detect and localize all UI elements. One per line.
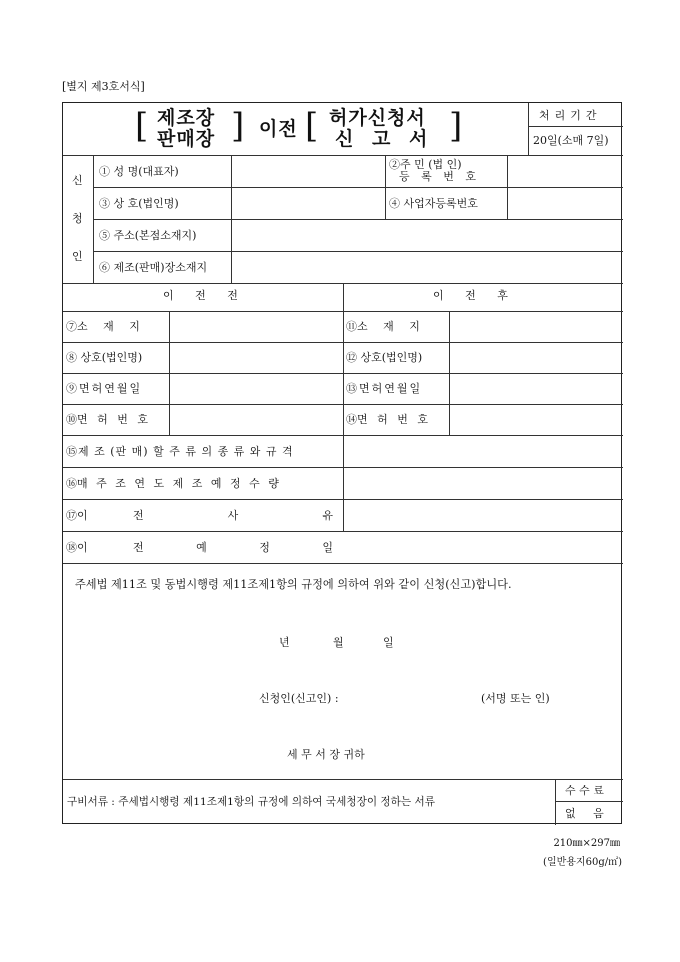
date-day: 일 xyxy=(383,636,394,649)
title-bracket-open: [ xyxy=(135,106,149,146)
applicant-side-char-3: 인 xyxy=(72,250,83,263)
applicant-side-char-2: 청 xyxy=(72,212,83,225)
processing-period-value: 20일(소매 7일) xyxy=(533,134,609,147)
before-license-no-label: ⑩면 허 번 호 xyxy=(66,413,148,426)
transfer-date-num: ⑱이 xyxy=(66,541,88,554)
annual-volume-label: ⑯매 주 조 연 도 제 조 예 정 수 량 xyxy=(66,477,279,490)
title-right-top: 허가신청서 xyxy=(329,107,426,129)
date-year: 년 xyxy=(279,636,290,649)
before-header: 이 전 전 xyxy=(163,289,238,302)
transfer-date-label: 전 예 정 일 xyxy=(133,541,333,554)
after-license-date-label: ⑬면허연월일 xyxy=(346,382,423,395)
field-address-label: ⑤ 주소(본점소재지) xyxy=(99,229,197,242)
field-resident-no-label-bottom: 등 록 번 호 xyxy=(399,170,480,183)
title-middle: 이전 xyxy=(259,118,298,140)
paper-type: (일반용지60g/㎡) xyxy=(543,857,622,868)
title-left-bottom: 판매장 xyxy=(157,128,216,150)
before-license-date-label: ⑨면허연월일 xyxy=(66,382,143,395)
paper-size: 210㎜×297㎜ xyxy=(553,838,620,849)
form-number-label: [별지 제3호서식] xyxy=(62,80,145,93)
after-license-no-label: ⑭면 허 번 호 xyxy=(346,413,428,426)
addressee: 세 무 서 장 귀하 xyxy=(287,748,365,761)
after-trade-name-label: ⑫ 상호(법인명) xyxy=(346,351,423,364)
liquor-types-label: ⑮제 조 (판 매) 할 주 류 의 종 류 와 규 격 xyxy=(66,445,294,458)
fee-label: 수 수 료 xyxy=(565,784,604,797)
application-form xyxy=(62,102,622,824)
applicant-signer-label: 신청인(신고인) : xyxy=(259,692,339,705)
required-documents: 구비서류 : 주세법시행령 제11조제1항의 규정에 의하여 국세청장이 정하는 서류 xyxy=(67,796,435,808)
title-bracket-close: ] xyxy=(231,106,245,146)
transfer-reason-num: ⑰이 xyxy=(66,509,88,522)
date-month: 월 xyxy=(333,636,344,649)
title-left-top: 제조장 xyxy=(157,107,216,129)
title-bracket-close-2: ] xyxy=(449,106,463,146)
fee-value: 없 음 xyxy=(565,807,604,820)
processing-period-label: 처리기간 xyxy=(539,109,602,122)
field-biz-reg-no-label: ④ 사업자등록번호 xyxy=(389,197,478,210)
title-right-bottom: 신 고 서 xyxy=(335,128,429,150)
signature-or-seal: (서명 또는 인) xyxy=(481,692,550,705)
field-plant-location-label: ⑥ 제조(판매)장소재지 xyxy=(99,261,208,274)
transfer-reason-label: 전 사 유 xyxy=(133,509,333,522)
statement-text: 주세법 제11조 및 동법시행령 제11조제1항의 규정에 의하여 위와 같이 신청(신고)합니다. xyxy=(75,578,512,591)
before-location-label: ⑦소 재 지 xyxy=(66,320,140,333)
applicant-side-char-1: 신 xyxy=(72,174,83,187)
after-location-label: ⑪소 재 지 xyxy=(346,320,420,333)
field-trade-name-label: ③ 상 호(법인명) xyxy=(99,197,179,210)
before-trade-name-label: ⑧ 상호(법인명) xyxy=(66,351,143,364)
after-header: 이 전 후 xyxy=(433,289,508,302)
field-resident-no-label-top: ②주 민 (법 인) xyxy=(389,158,462,171)
field-name-label: ① 성 명(대표자) xyxy=(99,165,179,178)
title-bracket-open-2: [ xyxy=(305,106,319,146)
